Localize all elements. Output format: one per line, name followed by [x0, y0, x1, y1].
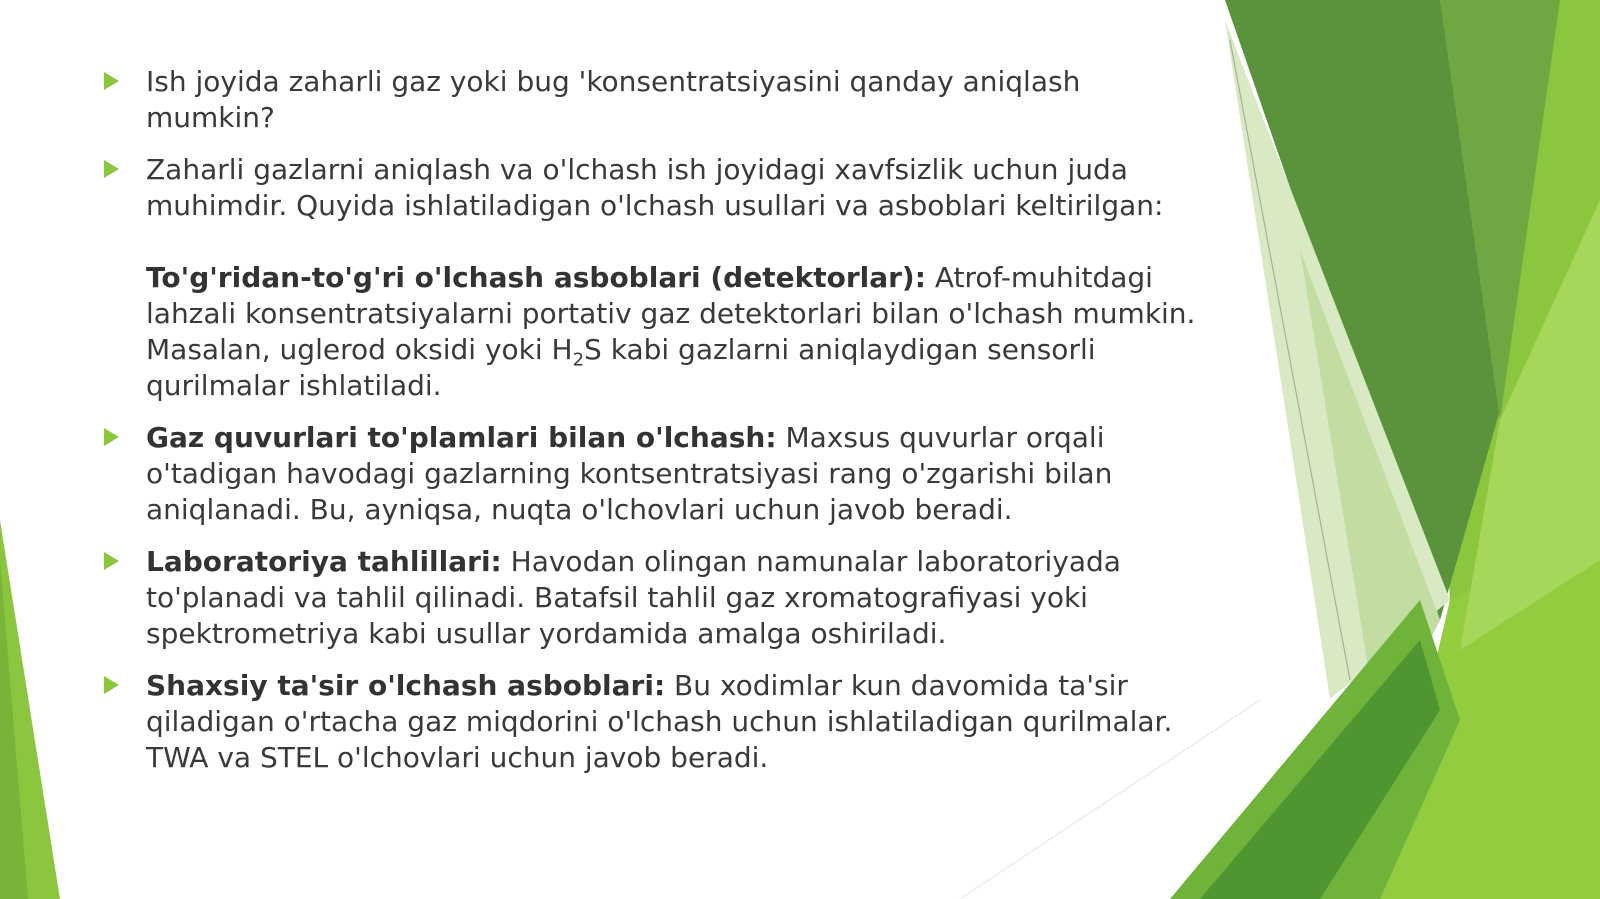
bullet-item-4 [100, 544, 1210, 652]
bullet-text: Maxsus quvurlar orqali o'tadigan havodagi gazlarning kontsentratsiyasi rang o'zgarishi bilan aniqlanadi. Bu, ayniqsa, nuqta o'lchovlari uchun javob beradi. [146, 421, 1113, 526]
bullet-text: S kabi gazlarni aniqlaydigan sensorli qurilmalar ishlatiladi. [146, 333, 1096, 402]
play-triangle-icon [104, 552, 119, 570]
play-triangle-icon [104, 160, 119, 178]
bullet-text: Ish joyida zaharli gaz yoki bug 'konsentratsiyasini qanday aniqlash mumkin? [146, 65, 1081, 134]
bullet-text: Atrof-muhitdagi lahzali konsentratsiyalarni portativ gaz detektorlari bilan o'lchash mumkin. Masalan, uglerod oksidi yoki H [146, 261, 1196, 366]
bullet-heading: Shaxsiy ta'sir o'lchash asboblari: [146, 669, 666, 702]
subscript-text: 2 [572, 349, 585, 371]
bullet-text: Bu xodimlar kun davomida ta'sir qiladigan o'rtacha gaz miqdorini o'lchash uchun ishlatiladigan qurilmalar. TWA va STEL o'lchovlari uchun javob beradi. [146, 669, 1173, 774]
bullet-list [100, 64, 1210, 792]
bullet-heading: To'g'ridan-to'g'ri o'lchash asboblari (detektorlar): [146, 261, 926, 294]
bullet-item-1 [100, 64, 1210, 136]
paragraph-gap [146, 224, 1210, 260]
bullet-heading: Gaz quvurlari to'plamlari bilan o'lchash: [146, 421, 777, 454]
bullet-text: Zaharli gazlarni aniqlash va o'lchash ish joyidagi xavfsizlik uchun juda muhimdir. Quyida ishlatiladigan o'lchash usullari va asboblari keltirilgan: [146, 153, 1164, 222]
bullet-item-5 [100, 668, 1210, 776]
bullet-heading: Laboratoriya tahlillari: [146, 545, 502, 578]
bullet-item-3 [100, 420, 1210, 528]
bullet-text: Havodan olingan namunalar laboratoriyada to'planadi va tahlil qilinadi. Batafsil tahlil gaz xromatografiyasi yoki spektrometriya kabi usullar yordamida amalga oshiriladi. [146, 545, 1121, 650]
play-triangle-icon [104, 676, 119, 694]
play-triangle-icon [104, 72, 119, 90]
bullet-item-2 [100, 152, 1210, 404]
play-triangle-icon [104, 428, 119, 446]
